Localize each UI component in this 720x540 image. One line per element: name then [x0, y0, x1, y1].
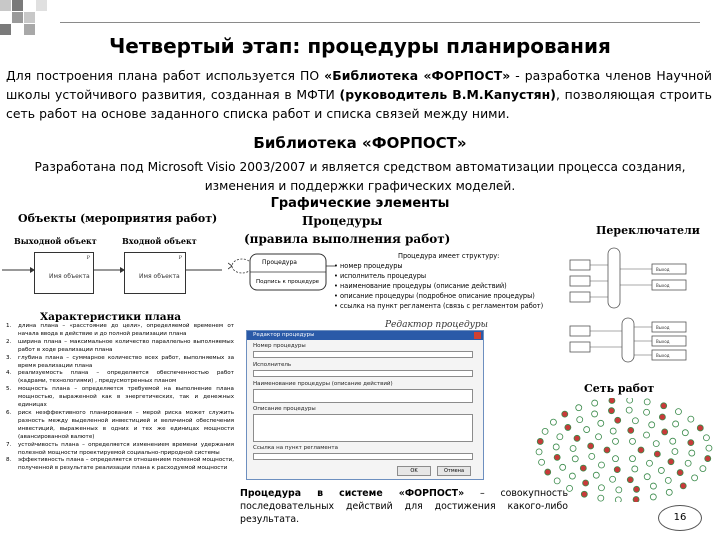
network-node: [659, 414, 665, 420]
network-node: [682, 430, 688, 436]
network-node: [627, 477, 633, 483]
network-node: [577, 417, 583, 423]
page-title: Четвертый этап: процедуры планирования: [109, 34, 611, 58]
performer-field[interactable]: [253, 370, 473, 377]
graphics-elements-title: Графические элементы: [270, 196, 450, 211]
network-node: [672, 449, 678, 455]
characteristics-title: Характеристики плана: [40, 311, 182, 323]
cancel-button[interactable]: Отмена: [437, 466, 471, 476]
library-description: Разработана под Microsoft Visio 2003/2007 и является средством автоматизации процесса создания, изменения и поддержки графических моделей.: [34, 160, 686, 193]
switch-output-label: Выход: [656, 339, 670, 344]
input-object-label: Входной объект: [122, 236, 197, 246]
network-node: [569, 473, 575, 479]
network-node: [673, 421, 679, 427]
network-node: [654, 451, 660, 457]
switches-diagram: [568, 238, 716, 378]
network-node: [596, 434, 602, 440]
procedure-name-field[interactable]: [253, 389, 473, 403]
network-node: [562, 411, 568, 417]
network-node: [633, 496, 639, 502]
network-node: [697, 425, 703, 431]
switch-output-label: Выход: [656, 325, 670, 330]
network-node: [680, 483, 686, 489]
network-node: [593, 472, 599, 478]
network-node: [626, 407, 632, 413]
list-item: 2. ширина плана – максимальное количество параллельно выполняемых работ в ходе реализации плана: [6, 338, 234, 353]
procedure-definition: Процедура в системе «ФОРПОСТ» – совокупность последовательных действий для достижения какого-либо результата.: [240, 488, 568, 525]
ok-button[interactable]: OK: [397, 466, 431, 476]
network-node: [580, 465, 586, 471]
network-node: [630, 438, 636, 444]
network-node: [609, 398, 615, 404]
network-node: [539, 459, 545, 465]
object-name: Имя объекта: [49, 273, 90, 280]
network-node: [685, 460, 691, 466]
network-node: [613, 456, 619, 462]
network-node: [644, 474, 650, 480]
network-node: [668, 459, 674, 465]
switch-output-label: Выход: [656, 353, 670, 358]
procedure-editor-window: [246, 330, 484, 480]
network-node: [615, 497, 621, 502]
library-title: Библиотека «ФОРПОСТ»: [253, 134, 467, 152]
network-node: [634, 486, 640, 492]
network-node: [627, 398, 633, 403]
network-node: [592, 411, 598, 417]
editor-field-label: Номер процедуры: [253, 343, 306, 349]
network-node: [628, 427, 634, 433]
network-node: [560, 464, 566, 470]
object-name: Имя объекта: [139, 273, 180, 280]
procedure-structure: [334, 251, 566, 311]
list-item: 7. устойчивость плана – определяется изменением времени удержания полезной мощности проектируемой социально-природной системы: [6, 441, 234, 456]
network-node: [705, 456, 711, 462]
network-node: [658, 467, 664, 473]
page-number: 16: [658, 505, 702, 531]
network-node: [616, 487, 622, 493]
list-item: 6. риск неэффективного планирования – мерой риска может служить разность между выделенной инвестицией и величиной обеспечения инвестиций, выраженных в одних и тех же единицах мощности (авансированной валюте): [6, 409, 234, 440]
network-node: [670, 438, 676, 444]
network-node: [536, 449, 542, 455]
structure-item: • ссылка на пункт регламента (связь с регламентом работ): [334, 301, 566, 311]
switches-header: Переключатели: [596, 224, 700, 237]
procedure-number-field[interactable]: [253, 351, 473, 358]
network-node: [614, 467, 620, 473]
procedure-shape-top: Процедура: [262, 259, 297, 266]
network-node: [608, 408, 614, 414]
editor-titlebar: Редактор процедуры: [247, 331, 483, 340]
network-node: [576, 405, 582, 411]
network-node: [706, 445, 712, 451]
network-node: [537, 438, 543, 444]
network-node: [630, 456, 636, 462]
network-node: [688, 416, 694, 422]
procedures-header: Процедуры: [302, 214, 383, 228]
structure-item: • описание процедуры (подробное описание процедуры): [334, 291, 566, 301]
network-node: [604, 447, 610, 453]
list-item: 4. реализуемость плана – определяется обеспеченностью работ (кадрами, технологиями) , предусмотренных планом: [6, 370, 234, 385]
editor-field-label: Исполнитель: [253, 362, 292, 368]
network-node: [588, 443, 594, 449]
network-node: [653, 441, 659, 447]
close-icon[interactable]: [474, 332, 481, 339]
network-node: [666, 489, 672, 495]
network-node: [565, 424, 571, 430]
network-node: [554, 478, 560, 484]
network-node: [598, 420, 604, 426]
structure-header: Процедура имеет структуру:: [398, 252, 500, 260]
structure-item: • номер процедуры: [334, 261, 566, 271]
network-node: [661, 403, 667, 409]
input-object-shape: [124, 252, 186, 294]
procedures-subheader: (правила выполнения работ): [244, 232, 451, 246]
network-node: [700, 466, 706, 472]
network-node: [638, 447, 644, 453]
network-node: [574, 435, 580, 441]
procedure-shape-bottom: Подпись к процедуре: [256, 279, 320, 285]
network-node: [542, 428, 548, 434]
list-item: 3. глубина плана – суммарное количество всех работ, выполняемых за время реализации плана: [6, 354, 234, 369]
network-node: [553, 444, 559, 450]
network-node: [650, 483, 656, 489]
output-object-label: Выходной объект: [14, 236, 97, 246]
network-node: [589, 453, 595, 459]
network-node: [557, 434, 563, 440]
network-node: [703, 435, 709, 441]
characteristics-list: [6, 323, 234, 473]
list-item: 1. длина плана – «расстояние до цели», определяемой временем от начала ввода в действие и до полной реализации плана: [6, 323, 234, 337]
network-node: [688, 440, 694, 446]
editor-field-label: Наименование процедуры (описание действий): [253, 381, 393, 387]
network-node: [632, 466, 638, 472]
regulation-link-field[interactable]: [253, 453, 473, 460]
network-node: [613, 438, 619, 444]
list-item: 8. эффективность плана – определяется отношением полезной мощности, полученной в результате реализации плана к расходуемой мощности: [6, 457, 234, 472]
editor-field-label: Описание процедуры: [253, 406, 316, 412]
network-node: [545, 469, 551, 475]
network-node: [677, 470, 683, 476]
network-node: [644, 432, 650, 438]
editor-caption: Редактор процедуры: [385, 320, 488, 330]
network-node: [644, 399, 650, 405]
network-node: [572, 456, 578, 462]
network-node: [583, 480, 589, 486]
network-node: [592, 400, 598, 406]
network-node: [598, 462, 604, 468]
network-node: [632, 418, 638, 424]
network-node: [610, 428, 616, 434]
structure-item: • наименование процедуры (описание действий): [334, 281, 566, 291]
network-node: [610, 476, 616, 482]
switch-output-label: Выход: [656, 267, 670, 272]
procedure-shape: [228, 246, 338, 298]
procedure-description-field[interactable]: [253, 414, 473, 442]
network-node: [675, 409, 681, 415]
object-mark: P: [178, 255, 182, 261]
structure-item: • исполнитель процедуры: [334, 271, 566, 281]
network-node: [644, 409, 650, 415]
network-node: [650, 494, 656, 500]
network-node: [554, 454, 560, 460]
output-object-shape: [34, 252, 94, 294]
switch-output-label: Выход: [656, 283, 670, 288]
list-item: 5. мощность плана – определяется требуемой на выполнение плана мощностью, выраженной как в энергетических, так и денежных единицах: [6, 386, 234, 409]
objects-header: Объекты (мероприятия работ): [18, 212, 218, 225]
network-node: [665, 477, 671, 483]
network-node: [584, 427, 590, 433]
editor-field-label: Ссылка на пункт регламента: [253, 445, 338, 451]
network-node: [550, 419, 556, 425]
network-header: Сеть работ: [584, 382, 655, 395]
network-node: [689, 450, 695, 456]
network-node: [692, 475, 698, 481]
network-node: [615, 417, 621, 423]
network-node: [598, 495, 604, 501]
network-node: [662, 429, 668, 435]
network-node: [598, 485, 604, 491]
network-node: [581, 491, 587, 497]
network-node: [570, 445, 576, 451]
header-divider: [60, 22, 700, 23]
network-node: [649, 422, 655, 428]
network-node: [646, 460, 652, 466]
object-mark: P: [86, 255, 90, 261]
intro-paragraph: Для построения плана работ используется ПО «Библиотека «ФОРПОСТ» - разработка членов Научной школы устойчивого развития, созданная в МФТИ (руководитель В.М.Капустян), позволяющая строить сеть работ на основе заданного списка работ и списка связей между ними.: [6, 68, 712, 121]
